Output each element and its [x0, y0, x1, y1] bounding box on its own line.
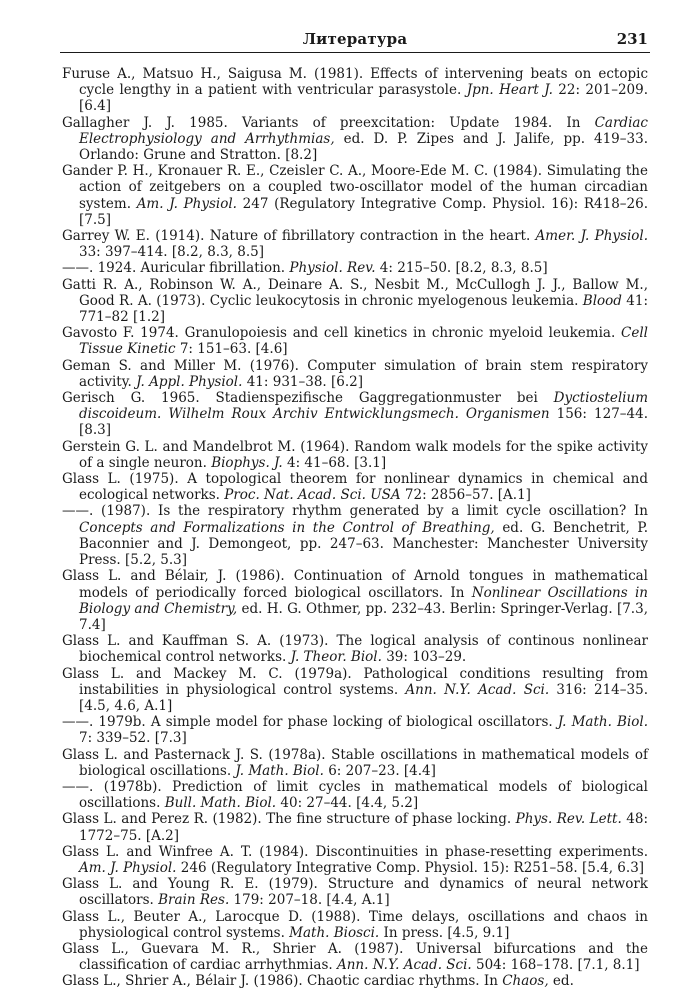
reference-source: Am. J. Physiol. — [136, 195, 237, 212]
reference-source: Jpn. Heart J. — [466, 82, 553, 99]
reference-details: 72: 2856–57. [A.1] — [400, 487, 531, 504]
reference-text: Glass L. and Kauffman S. A. (1973). The logical analysis of continous nonlinear biochemical control networks. — [62, 633, 648, 666]
reference-source: Phys. Rev. Lett. — [515, 811, 622, 828]
reference-text: Glass L. and Bélair, J. (1986). Continuation of Arnold tongues in mathematical models of periodically forced biological oscillators. In — [62, 568, 648, 601]
reference-text: Gavosto F. 1974. Granulopoiesis and cell kinetics in chronic myeloid leukemia. — [62, 325, 622, 342]
reference-details: 316: 214–35. [4.5, 4.6, A.1] — [79, 681, 648, 714]
reference-entry — [62, 260, 648, 276]
reference-text: Gatti R. A., Robinson W. A., Deinare A. S., Nesbit M., McCullogh J. J., Ballow M., Good R. A. (1973). Cyclic leukocytosis in chronic myelogenous leukemia. — [62, 276, 648, 309]
page-number: 231 — [616, 30, 648, 48]
reference-source: Cell Tissue Kinetic — [79, 325, 648, 358]
reference-details: 7: 151–63. [4.6] — [175, 341, 288, 358]
reference-text: ——. 1979b. A simple model for phase locking of biological oscillators. — [62, 714, 558, 731]
reference-entry — [62, 747, 648, 779]
reference-source: Concepts and Formalizations in the Control of Breathing, — [79, 519, 495, 536]
reference-details: 246 (Regulatory Integrative Comp. Physiol. 15): R251–58. [5.4, 6.3] — [176, 859, 645, 876]
reference-text: Glass L. and Winfree A. T. (1984). Discontinuities in phase-resetting experiments. — [62, 843, 648, 860]
running-header — [60, 28, 650, 53]
reference-text: ——. (1987). Is the respiratory rhythm generated by a limit cycle oscillation? In — [62, 503, 648, 520]
reference-details: 40: 27–44. [4.4, 5.2] — [276, 795, 419, 812]
reference-details: 4: 215–50. [8.2, 8.3, 8.5] — [375, 260, 548, 277]
reference-text: Furuse A., Matsuo H., Saigusa M. (1981). Effects of intervening beats on ectopic cycle lengthy in a patient with ventricular parasystole. — [62, 66, 648, 99]
reference-entry — [62, 666, 648, 715]
reference-entry — [62, 844, 648, 876]
reference-text: Glass L., Shrier A., Bélair J. (1986). Chaotic cardiac rhythms. In — [62, 973, 503, 990]
reference-entry — [62, 66, 648, 115]
reference-source: J. Math. Biol. — [557, 714, 648, 731]
reference-source: Physiol. Rev. — [289, 260, 376, 277]
reference-source: Nonlinear Oscillations in Biology and Chemistry, — [79, 584, 648, 617]
reference-entry — [62, 163, 648, 228]
reference-text: Glass L., Guevara M. R., Shrier A. (1987). Universal bifurcations and the classification of cardiac arrhythmias. — [62, 940, 648, 974]
reference-details: 6: 207–23. [4.4] — [323, 762, 436, 779]
reference-details: ed. — [548, 973, 574, 990]
reference-source: Blood — [582, 292, 622, 309]
reference-source: Cardiac Electrophysiology and Arrhythmias, — [79, 114, 648, 147]
reference-source: Am. J. Physiol. — [79, 859, 177, 876]
reference-details: ed. D. P. Zipes and J. Jalife, pp. 419–33. Orlando: Grune and Stratton. [8.2] — [79, 130, 648, 164]
reference-entry — [62, 471, 648, 503]
reference-text: Garrey W. E. (1914). Nature of fibrillatory contraction in the heart. — [62, 228, 536, 245]
reference-source: Brain Res. — [158, 892, 230, 909]
reference-source: Math. Biosci. — [289, 924, 380, 941]
reference-entry — [62, 909, 648, 941]
reference-entry — [62, 811, 648, 843]
reference-details: 22: 201–209. [6.4] — [79, 82, 649, 115]
reference-entry — [62, 358, 648, 390]
reference-details: 48: 1772–75. [A.2] — [79, 811, 648, 844]
reference-source: Dyctiostelium discoideum. Wilhelm Roux Archiv Entwicklungsmech. Organismen — [79, 390, 648, 423]
reference-entry — [62, 633, 648, 665]
reference-text: Glass L., Beuter A., Larocque D. (1988). Time delays, oscillations and chaos in physiological control systems. — [62, 908, 648, 941]
reference-text: Glass L. and Perez R. (1982). The fine structure of phase locking. — [62, 811, 516, 828]
chapter-title: Литература — [302, 30, 408, 48]
reference-entry — [62, 439, 648, 471]
reference-source: Ann. N.Y. Acad. Sci. — [405, 681, 550, 698]
reference-details: 4: 41–68. [3.1] — [282, 454, 387, 471]
reference-text: Gander P. H., Kronauer R. E., Czeisler C. A., Moore-Ede M. C. (1984). Simulating the action of zeitgebers on a coupled two-oscillator model of the human circadian system. — [62, 163, 648, 212]
reference-source: J. Appl. Physiol. — [136, 373, 243, 390]
reference-text: Gerisch G. 1965. Stadienspezifische Gaggregationmuster bei — [62, 390, 554, 407]
reference-list — [62, 66, 648, 990]
reference-details: 504: 168–178. [7.1, 8.1] — [471, 957, 640, 974]
reference-source: Amer. J. Physiol. — [535, 228, 648, 245]
reference-entry — [62, 115, 648, 164]
reference-text: Glass L. and Mackey M. C. (1979a). Pathological conditions resulting from instabilities in physiological control systems. — [62, 665, 648, 698]
reference-source: Ann. N.Y. Acad. Sci. — [336, 957, 472, 974]
reference-entry — [62, 779, 648, 811]
reference-details: ed. H. G. Othmer, pp. 232–43. Berlin: Springer-Verlag. [7.3, 7.4] — [79, 600, 648, 633]
reference-source: J. Math. Biol. — [235, 762, 324, 779]
reference-details: In press. [4.5, 9.1] — [379, 924, 510, 941]
reference-entry — [62, 941, 648, 973]
reference-text: ——. (1978b). Prediction of limit cycles in mathematical models of biological oscillations. — [62, 778, 648, 812]
reference-text: Glass L. (1975). A topological theorem for nonlinear dynamics in chemical and ecological networks. — [62, 471, 648, 504]
reference-entry — [62, 228, 648, 260]
reference-source: Proc. Nat. Acad. Sci. USA — [224, 487, 401, 504]
reference-source: J. Theor. Biol. — [290, 649, 382, 666]
reference-details: 41: 771–82 [1.2] — [79, 292, 648, 326]
reference-entry — [62, 973, 648, 989]
reference-entry — [62, 714, 648, 746]
reference-text: Geman S. and Miller M. (1976). Computer simulation of brain stem respiratory activity. — [62, 357, 648, 390]
reference-details: 179: 207–18. [4.4, A.1] — [229, 892, 390, 909]
reference-details: ed. G. Benchetrit, P. Baconnier and J. Demongeot, pp. 247–63. Manchester: Manchester University Press. [5.2, 5.3] — [79, 519, 648, 569]
reference-entry — [62, 277, 648, 326]
reference-details: 247 (Regulatory Integrative Comp. Physiol. 16): R418–26. [7.5] — [79, 195, 649, 228]
reference-text: ——. 1924. Auricular fibrillation. — [62, 260, 290, 277]
reference-source: Bull. Math. Biol. — [164, 795, 277, 812]
reference-entry — [62, 568, 648, 633]
reference-entry — [62, 325, 648, 357]
reference-text: Gerstein G. L. and Mandelbrot M. (1964). Random walk models for the spike activity of a single neuron. — [62, 438, 648, 471]
reference-text: Gallagher J. J. 1985. Variants of preexcitation: Update 1984. In — [62, 114, 595, 131]
reference-details: 7: 339–52. [7.3] — [79, 730, 187, 747]
reference-entry — [62, 390, 648, 439]
reference-details: 156: 127–44. [8.3] — [79, 406, 648, 439]
reference-text: Glass L. and Pasternack J. S. (1978a). Stable oscillations in mathematical models of biological oscillations. — [62, 746, 648, 779]
reference-source: Chaos, — [502, 973, 549, 990]
reference-entry — [62, 503, 648, 568]
reference-entry — [62, 876, 648, 908]
reference-details: 33: 397–414. [8.2, 8.3, 8.5] — [79, 244, 264, 261]
reference-text: Glass L. and Young R. E. (1979). Structure and dynamics of neural network oscillators. — [62, 876, 648, 909]
reference-details: 39: 103–29. — [381, 649, 467, 666]
reference-details: 41: 931–38. [6.2] — [242, 373, 364, 390]
reference-source: Biophys. J. — [211, 454, 283, 471]
